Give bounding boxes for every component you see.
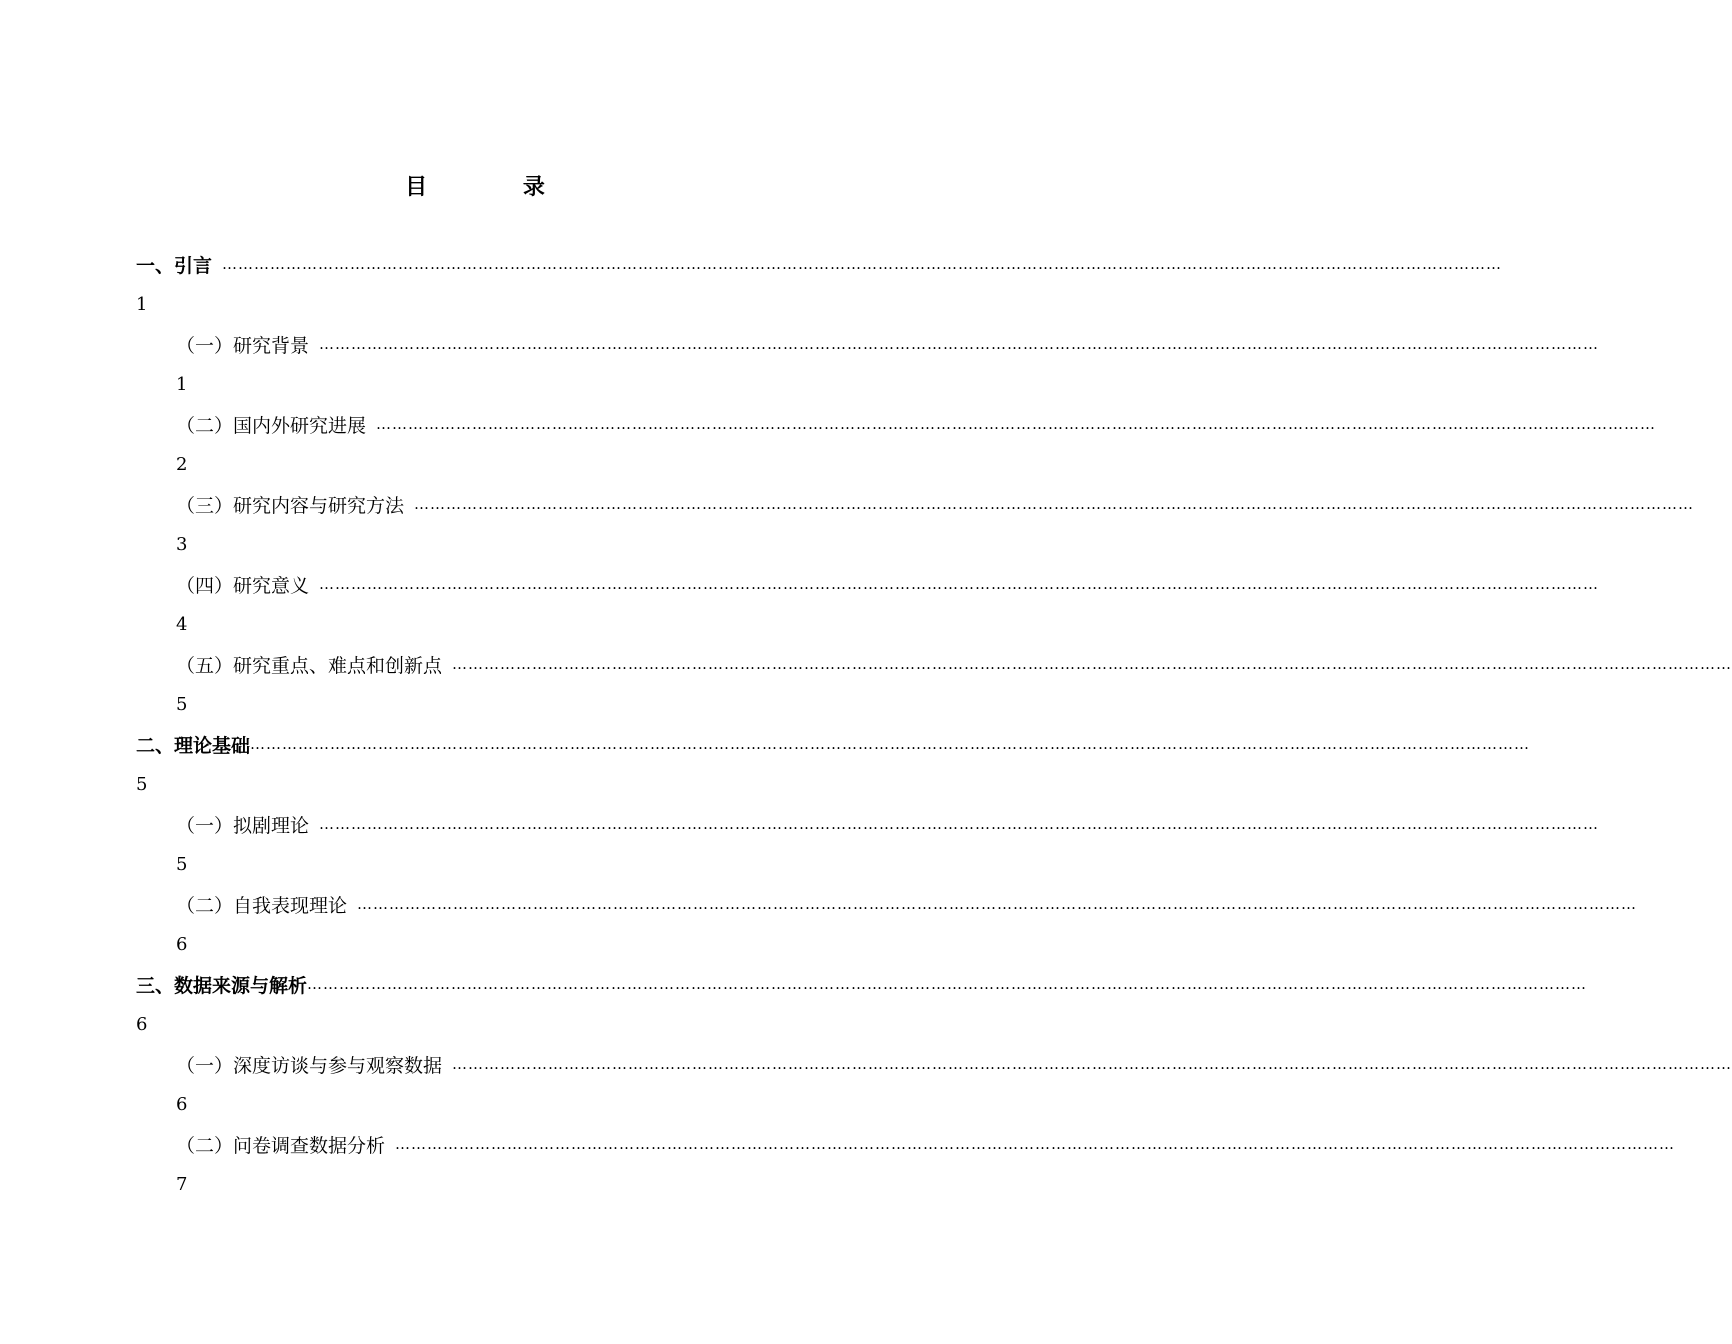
toc-entry[interactable] <box>136 324 1600 404</box>
toc-page-number: 1 <box>176 373 188 395</box>
toc-leader-dots: …………………………………………………………………………………………………………………………………………………………………………………………………………………… <box>357 894 1638 913</box>
toc-leader-dots: …………………………………………………………………………………………………………………………………………………………………………………………………………………… <box>319 814 1600 833</box>
toc-leader-dots: …………………………………………………………………………………………………………………………………………………………………………………………………………………… <box>452 654 1732 673</box>
toc-entry-label: 二、理论基础 <box>136 734 251 757</box>
toc-entry[interactable] <box>136 724 1531 804</box>
toc-entry-label: （二）问卷调查数据分析 <box>176 1134 386 1157</box>
toc-entry[interactable] <box>136 804 1600 884</box>
toc-leader-dots: …………………………………………………………………………………………………………………………………………………………………………………………………………………… <box>395 1134 1676 1153</box>
toc-page-number: 2 <box>176 453 188 475</box>
toc-page-number: 4 <box>176 613 188 635</box>
toc-leader-dots: …………………………………………………………………………………………………………………………………………………………………………………………………………………… <box>414 494 1695 513</box>
toc-entry[interactable] <box>136 1044 1732 1124</box>
toc-page-number: 6 <box>176 1093 188 1115</box>
toc-entry-label: 三、数据来源与解析 <box>136 974 308 997</box>
toc-leader-dots: …………………………………………………………………………………………………………………………………………………………………………………………………………………… <box>307 974 1588 993</box>
toc-entry[interactable] <box>136 884 1638 964</box>
toc-entry-label: （一）拟剧理论 <box>176 814 310 837</box>
toc-entry-label: （四）研究意义 <box>176 574 310 597</box>
toc-page-number: 3 <box>176 533 188 555</box>
toc-entry-label: （二）国内外研究进展 <box>176 414 367 437</box>
toc-entry-label: （五）研究重点、难点和创新点 <box>176 654 443 677</box>
toc-leader-dots: …………………………………………………………………………………………………………………………………………………………………………………………………………………… <box>319 574 1600 593</box>
toc-leader-dots: …………………………………………………………………………………………………………………………………………………………………………………………………………………… <box>319 334 1600 353</box>
toc-leader-dots: …………………………………………………………………………………………………………………………………………………………………………………………………………………… <box>222 254 1503 273</box>
toc-leader-dots: …………………………………………………………………………………………………………………………………………………………………………………………………………………… <box>452 1054 1732 1073</box>
table-of-contents <box>136 244 1732 1204</box>
toc-entry[interactable] <box>136 404 1657 484</box>
toc-page-number: 6 <box>136 1013 148 1035</box>
toc-entry[interactable] <box>136 244 1503 324</box>
toc-entry-label: （二）自我表现理论 <box>176 894 348 917</box>
toc-page-number: 7 <box>176 1173 188 1195</box>
toc-title: 目 录 <box>405 175 589 200</box>
toc-entry[interactable] <box>136 644 1732 724</box>
toc-page-number: 6 <box>176 933 188 955</box>
toc-page-number: 5 <box>136 773 148 795</box>
toc-entry[interactable] <box>136 564 1600 644</box>
toc-entry-label: （一）深度访谈与参与观察数据 <box>176 1054 443 1077</box>
toc-entry[interactable] <box>136 484 1695 564</box>
toc-leader-dots: …………………………………………………………………………………………………………………………………………………………………………………………………………………… <box>376 414 1657 433</box>
toc-page-number: 1 <box>136 293 148 315</box>
toc-page-number: 5 <box>176 853 188 875</box>
toc-entry[interactable] <box>136 1124 1676 1204</box>
toc-entry[interactable] <box>136 964 1588 1044</box>
toc-entry-label: （三）研究内容与研究方法 <box>176 494 405 517</box>
toc-leader-dots: …………………………………………………………………………………………………………………………………………………………………………………………………………………… <box>250 734 1531 753</box>
toc-entry-label: 一、引言 <box>136 254 213 277</box>
toc-entry-label: （一）研究背景 <box>176 334 310 357</box>
toc-page-number: 5 <box>176 693 188 715</box>
